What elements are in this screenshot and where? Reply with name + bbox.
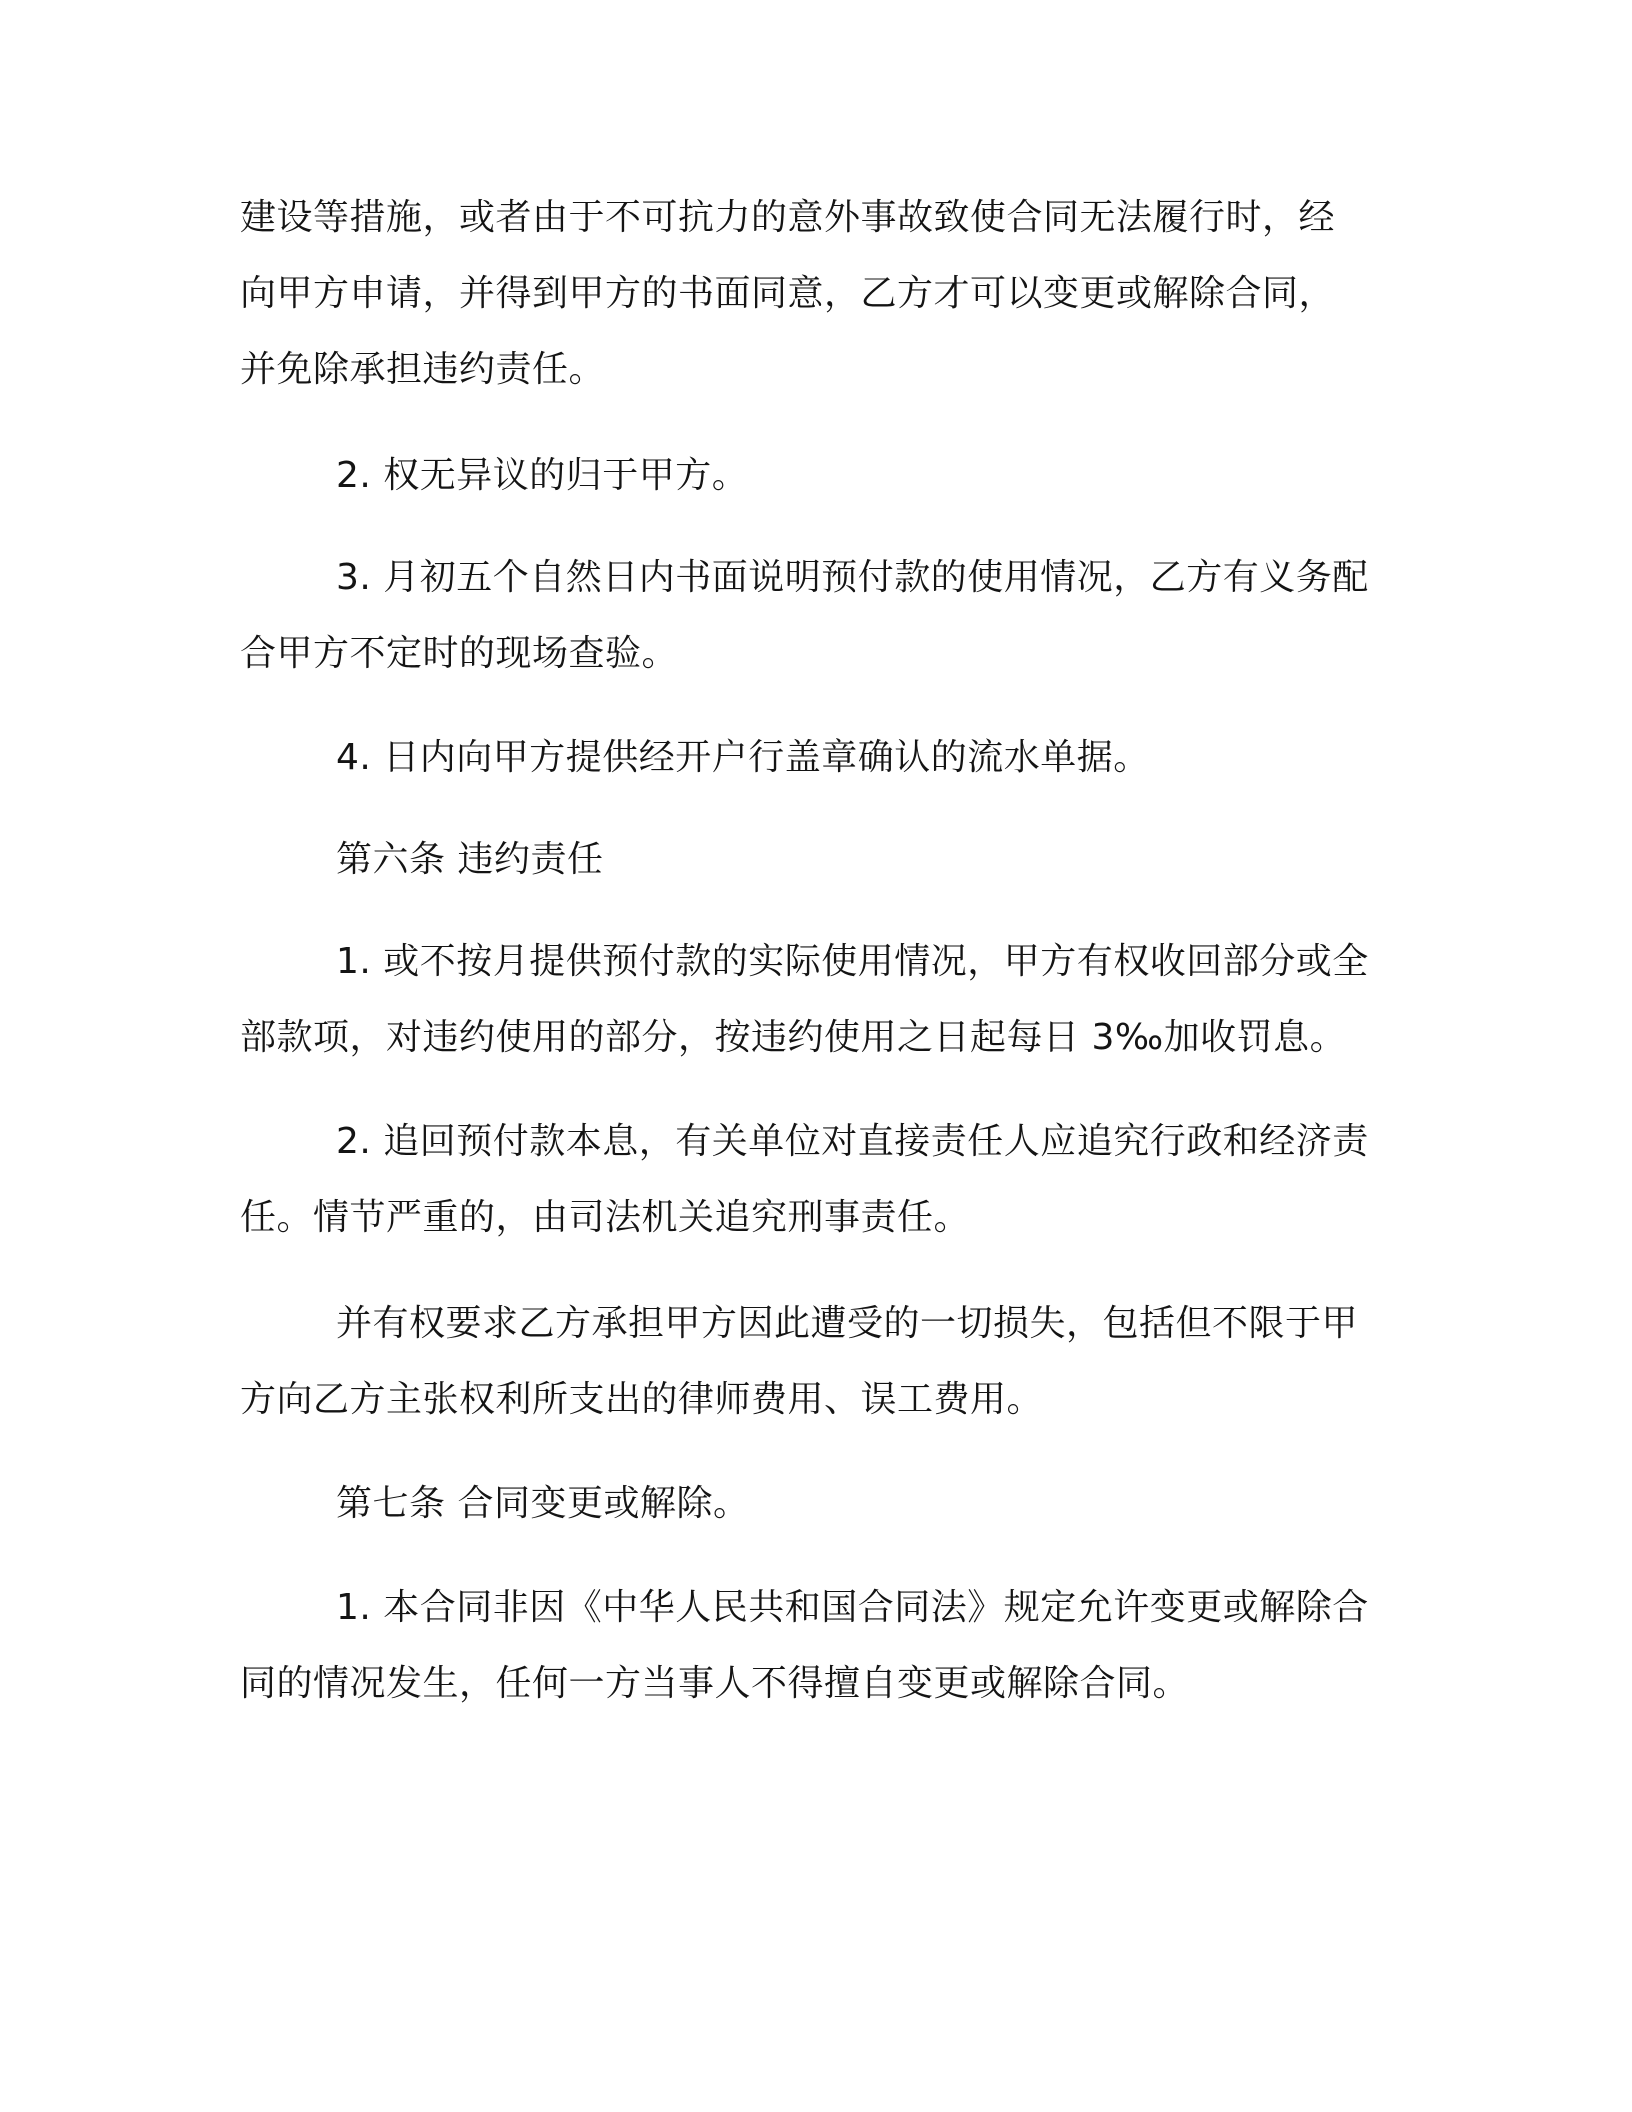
text-line: 任。情节严重的，由司法机关追究刑事责任。 — [240, 1197, 971, 1238]
text-line: 同的情况发生，任何一方当事人不得擅自变更或解除合同。 — [240, 1663, 1190, 1704]
clause-item: 2. 追回预付款本息，有关单位对直接责任人应追究行政和经济责 — [336, 1121, 1369, 1162]
paragraph-line: 并有权要求乙方承担甲方因此遭受的一切损失，包括但不限于甲 — [336, 1303, 1359, 1344]
text-line: 并免除承担违约责任。 — [240, 349, 606, 390]
section-heading: 第六条 违约责任 — [336, 839, 604, 880]
section-heading: 第七条 合同变更或解除。 — [336, 1483, 750, 1524]
text-line: 向甲方申请，并得到甲方的书面同意，乙方才可以变更或解除合同， — [240, 273, 1336, 314]
clause-item: 1. 本合同非因《中华人民共和国合同法》规定允许变更或解除合 — [336, 1587, 1369, 1628]
clause-item: 1. 或不按月提供预付款的实际使用情况，甲方有权收回部分或全 — [336, 941, 1369, 982]
clause-item: 4. 日内向甲方提供经开户行盖章确认的流水单据。 — [336, 737, 1150, 778]
text-line: 建设等措施，或者由于不可抗力的意外事故致使合同无法履行时，经 — [240, 197, 1336, 238]
text-line: 方向乙方主张权利所支出的律师费用、误工费用。 — [240, 1379, 1044, 1420]
clause-item: 2. 权无异议的归于甲方。 — [336, 455, 749, 496]
text-line: 部款项，对违约使用的部分，按违约使用之日起每日 3‰加收罚息。 — [240, 1017, 1347, 1058]
clause-item: 3. 月初五个自然日内书面说明预付款的使用情况，乙方有义务配 — [336, 557, 1369, 598]
text-line: 合甲方不定时的现场查验。 — [240, 633, 679, 674]
